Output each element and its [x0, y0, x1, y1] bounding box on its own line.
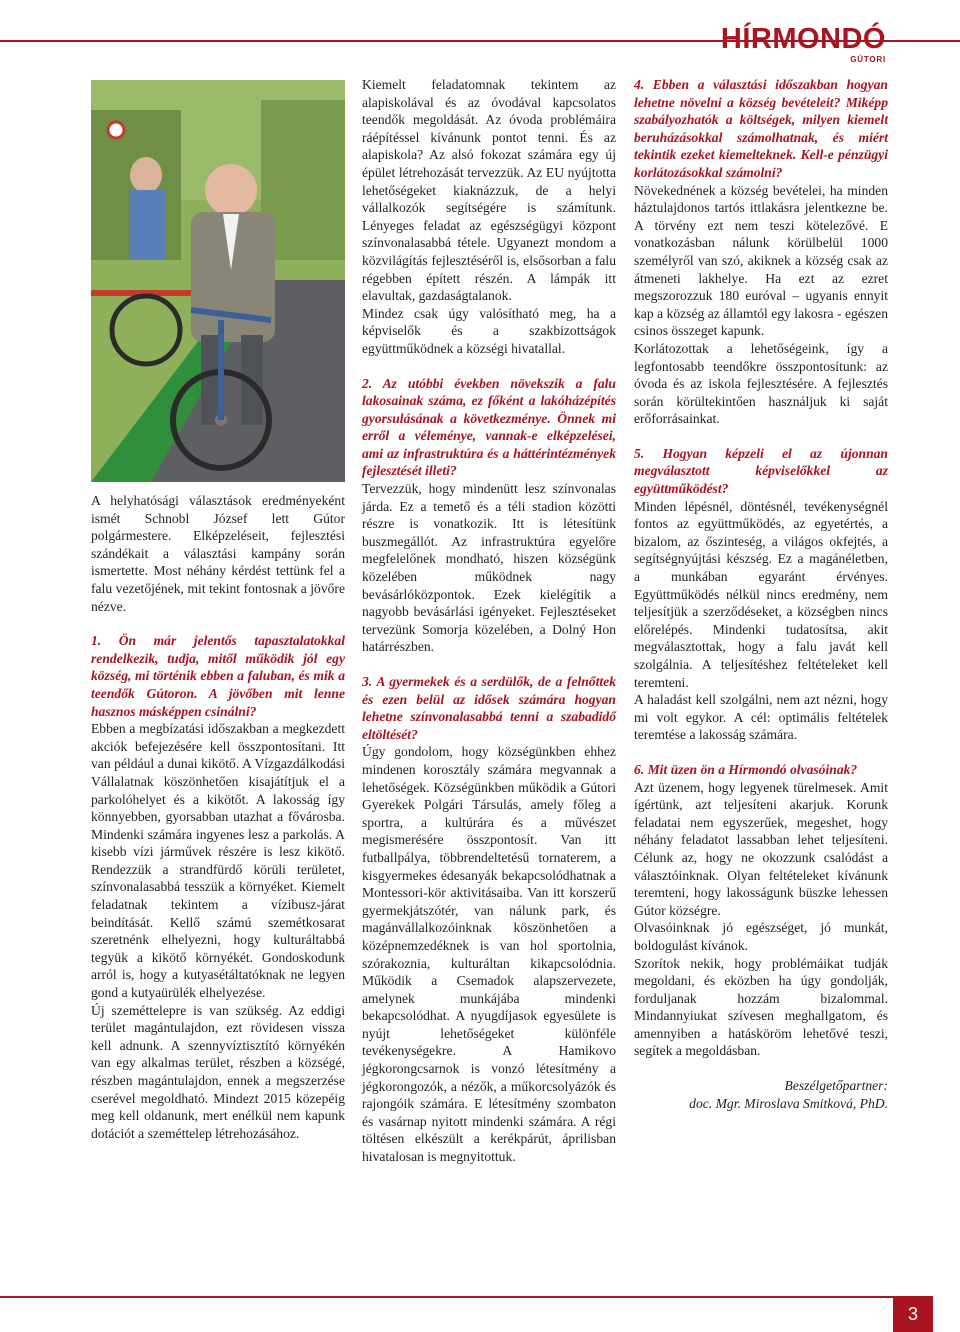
- question-2: 2. Az utóbbi években növekszik a falu lakosainak száma, ez főként a lakóházépítés gyorsulásának a következménye. Önnek mi erről a véleménye, vannak-e elképzelései, ami az infrastruktúra és a háttérintézmények fejlesztését illeti?: [362, 375, 616, 479]
- cyclist-photo: [91, 80, 345, 482]
- column-2: [362, 76, 616, 1166]
- question-6: 6. Mit üzen ön a Hírmondó olvasóinak?: [634, 761, 858, 777]
- footer-rule: [0, 1296, 893, 1298]
- magazine-logo-subtitle: GÚTORI: [850, 55, 886, 64]
- question-1: 1. Ön már jelentős tapasztalatokkal rendelkezik, tudja, mitől működik jól egy község, mi történik ebben a faluban, és mik a teendők Gútoron. A jövőben mit lenne hasznos másképpen csinálni?: [91, 633, 345, 719]
- answer-1-paragraph-3: Kiemelt feladatomnak tekintem az alapiskolával és az óvodával kapcsolatos teendők megoldását. Az óvoda problémáira ráépítéssel kívánunk pontot tenni. És az alapiskola? Az alsó fokozat számára egy új épület létrehozását tervezzük. Az EU nyújtotta lehetőségeket kiaknázzuk, de a helyi vállalkozók segítségére is számítunk. Lényeges feladat az egészségügyi központ színvonalasabbá tétele. Ugyanezt mondom a közvilágítás fejlesztéséről is, elsősorban a falu régebben épített részén. A lámpák itt elavultak, gazdaságtalanok.: [362, 77, 616, 304]
- magazine-logo: HÍRMONDÓ: [720, 23, 886, 55]
- intro-paragraph: A helyhatósági választások eredményeként ismét Schnobl József lett Gútor polgármestere. Elképzeléseit, fejlesztési szándékait a választási kampány során ismertette. Most néhány kérdést tettünk fel a falu vezetőjének, mit tekint fontosnak a jövőre nézve.: [91, 493, 345, 614]
- answer-5-paragraph-2: A haladást kell szolgálni, nem azt nézni, hogy mi volt egykor. A cél: optimális feltételek teremtése a lakosság számára.: [634, 692, 888, 743]
- answer-1-paragraph-4: Mindez csak úgy valósítható meg, ha a képviselők és a szakbizottságok együttműködnek a községi hivatallal.: [362, 305, 616, 356]
- question-4: 4. Ebben a választási időszakban hogyan lehetne növelni a község bevételeit? Miképp szabályozhatók a költségek, milyen kiemelt beruházásokkal számolhatnak, és miért tekintik ezeket kiemelteknek. Kell-e pénzügyi korlátozásokkal számolni?: [634, 77, 888, 180]
- page-number: 3: [893, 1296, 933, 1332]
- signature-name: doc. Mgr. Miroslava Smitková, PhD.: [689, 1095, 888, 1111]
- signature-label: Beszélgetőpartner:: [784, 1078, 888, 1094]
- answer-3: Úgy gondolom, hogy községünkben ehhez mindenen korosztály számára megvannak a lehetőségek. Községünkben működik a Gútori Gyerekek Polgári Társulás, amely főleg a sportra, a kultúrára és a művészet megismerésére összpontosít. Van itt futballpálya, többrendeltetésű tornaterem, a kisgyermekes édesanyák bekapcsolódhatnak a Montessori-kör aktivitásaiba. Van itt korszerű gyermekjátszótér, van nálunk park, és magánvállalkozóinknak köszönhetően a középnemzedéknek is van hol sportolnia, szórakoznia, kulturáltan kikapcsolódnia. Működik a Csemadok alapszervezete, amelynek munkájába mindenki bekapcsolódhat. A nyugdíjasok egyesülete is nyújt lehetőségeket különféle tevékenységekre. A Hamikovo jégkorongcsarnok is vonzó létesítmény a jégkorongozók, a nézők, a műkorcsolyázók és rajongóik számára. E létesítmény szombaton és vasárnap nyitott mindenki számára. A régi töltésen elkészült a kerékpárút, áprilisban hivatalosan is megnyitottuk.: [362, 744, 616, 1165]
- answer-6-paragraph-2: Olvasóinknak jó egészséget, jó munkát, boldogulást kívánok.: [634, 920, 888, 953]
- answer-2: Tervezzük, hogy mindenütt lesz színvonalas járda. Ez a temető és a téli stadion közötti részre is vonatkozik. Itt is létesítünk buszmegállót. Az infrastruktúra egyelőre megfelelőnek mondható, hiszen községünk közelében működnek nagy bevásárlóközpontok. Ezek kielégítik a nagyobb bevásárlási igényeket. Fejlesztéseket tervezünk Somorja közelében, a Dolný Hon határrészben.: [362, 481, 616, 655]
- answer-6-paragraph-3: Szorítok nekik, hogy problémáikat tudják megoldani, és eközben ha úgy gondolják, forduljanak hozzám bizalommal. Mindannyiukat szívesen meghallgatom, és amennyiben a hatásköröm lehetővé teszi, segítek a megoldásban.: [634, 955, 888, 1059]
- question-5: 5. Hogyan képzeli el az újonnan megválasztott képviselőkkel az együttműködést?: [634, 445, 888, 497]
- question-3: 3. A gyermekek és a serdülők, de a felnőttek és ezen belül az idősek számára hogyan lehetne színvonalasabbá tenni a szabadidő eltöltését?: [362, 674, 616, 742]
- column-1: [91, 492, 345, 1142]
- answer-5-paragraph-1: Minden lépésnél, döntésnél, tevékenységnél fontos az együttműködés, az egyetértés, a bizalom, az őszinteség, a világos okfejtés, a segítségnyújtási készség. Ez a magánéletben, a munkában egyaránt érvényes. Együttműködés nélkül nincs eredmény, nem teljesítjük a szerződéseket, a községben nincs előrelépés. Mindenki tudatosítsa, akit megválasztottak, hogy a falu javát kell szolgálnia. A teljesítéshez feltételeket kell teremteni.: [634, 498, 888, 690]
- answer-6-paragraph-1: Azt üzenem, hogy legyenek türelmesek. Amit ígértünk, azt teljesíteni akarjuk. Korunk feladatai nem egyszerűek, megeshet, hogy néhány feladatot lassabban lehet teljesíteni. Célunk az, hogy ne okozzunk csalódást a választóinknak. Olyan feltételeket kívánunk teremteni, hogy lakosságunk büszke lehessen Gútor községre.: [634, 779, 888, 918]
- column-3: [634, 76, 888, 1112]
- answer-1-paragraph-2: Új szeméttelepre is van szükség. Az eddigi terület magántulajdon, ezt rövidesen vissza kell adnunk. A szennyvíztisztító környékén van egy alkalmas terület, részben a községé, részben magántulajdon, ennek a megszerzése cserével megoldható. Mindezt 2015 közepéig meg kell oldanunk, mert enélkül nem kapunk dotációt a szeméttelep létrehozásához.: [91, 1002, 345, 1141]
- answer-4-paragraph-1: Növekednének a község bevételei, ha minden háztulajdonos tartós ittlakásra jelentkezne be. A törvény ezt nem teszi kötelezővé. E vonatkozásban nálunk körülbelül 1000 személyről van szó, akiknek a község csak az átmeneti lakhelye. Ha ezt az ezret megszorozzuk 180 euróval – ugyanis ennyit kap a község az államtól egy lakosra - egészen csinos összeget kapunk.: [634, 182, 888, 339]
- answer-4-paragraph-2: Korlátozottak a lehetőségeink, így a legfontosabb teendőkre összpontosítunk: az óvoda és az iskola fejlesztésére. A fejlesztés során körültekintően használjuk ki saját erőforrásainkat.: [634, 340, 888, 427]
- answer-1-paragraph-1: Ebben a megbízatási időszakban a megkezdett akciók befejezésére kell összpontosítani. Itt van például a dunai kikötő. A Vízgazdálkodási Vállalatnak köszönhetően kisajátítjuk el a parkolóhelyet és a kikötőt. A lakosság így könnyebben, gyorsabban utazhat a fővárosba. Mindenki számára ingyenes lesz a parkolás. A kisebb vízi járművek részére is lesz kikötő. Rendezzük a strandfürdő körüli területet, színvonalasabbá tesszük a környéket. Kiemelt feladatnak tekintem a vízibusz-járat beindítását. Kellő számú szemétkosarat szeretnénk elhelyezni, hogy kulturáltabbá tegyük a kikötő környékét. Gondoskodunk arról is, hogy a kutyasétáltatóknak ne legyen gond a kutyaürülék elhelyezése.: [91, 721, 345, 1001]
